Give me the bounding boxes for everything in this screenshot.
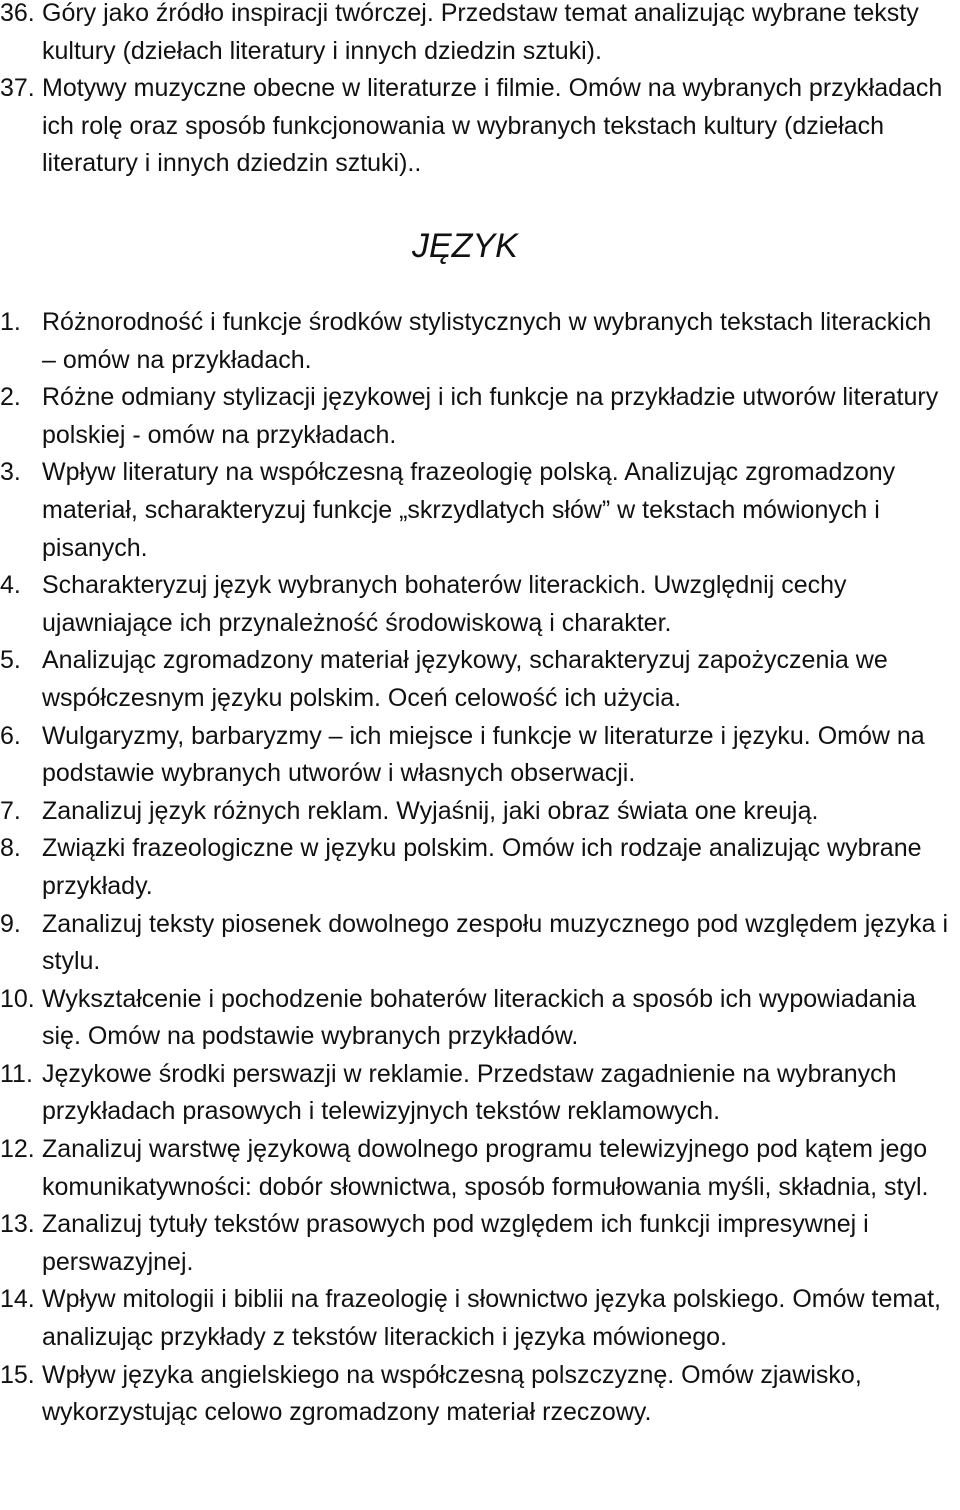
section-heading: JĘZYK [412, 227, 518, 265]
item-text: Wykształcenie i pochodzenie bohaterów literackich a sposób ich wypowiadania się. Omów na podstawie wybranych przykładów. [42, 984, 916, 1051]
list-item [0, 1357, 960, 1432]
item-number: 13. [0, 1210, 35, 1239]
item-text: Wulgaryzmy, barbaryzmy – ich miejsce i funkcje w literaturze i języku. Omów na podstawie wybranych utworów i własnych obserwacji. [42, 721, 925, 788]
list-item [0, 1206, 960, 1281]
item-number: 11. [0, 1059, 33, 1088]
item-text: Analizując zgromadzony materiał językowy, scharakteryzuj zapożyczenia we współczesnym języku polskim. Oceń celowość ich użycia. [42, 646, 888, 712]
item-number: 12. [0, 1135, 35, 1164]
list-item [0, 1281, 960, 1356]
item-text: Góry jako źródło inspiracji twórczej. Przedstaw temat analizując wybrane teksty kultury (dziełach literatury i innych dziedzin sztuki). [42, 0, 919, 65]
list-item [0, 793, 960, 831]
list-item [0, 379, 960, 454]
item-number: 37. [0, 74, 35, 103]
item-text: Różnorodność i funkcje środków stylistycznych w wybranych tekstach literackich – omów na przykładach. [42, 308, 932, 374]
item-text: Wpływ mitologii i biblii na frazeologię i słownictwo języka polskiego. Omów temat, analizując przykłady z tekstów literackich i języka mówionego. [42, 1285, 941, 1352]
item-text: Językowe środki perswazji w reklamie. Przedstaw zagadnienie na wybranych przykładach prasowych i telewizyjnych tekstów reklamowych. [42, 1059, 897, 1126]
item-number: 9. [0, 909, 21, 938]
item-text: Zanalizuj teksty piosenek dowolnego zespołu muzycznego pod względem języka i stylu. [42, 909, 949, 976]
item-text: Związki frazeologiczne w języku polskim. Omów ich rodzaje analizując wybrane przykłady. [42, 834, 922, 900]
item-number: 15. [0, 1360, 35, 1389]
item-number: 3. [0, 458, 21, 487]
item-number: 4. [0, 571, 21, 600]
item-text: Zanalizuj tytuły tekstów prasowych pod względem ich funkcji impresywnej i perswazyjnej. [42, 1210, 869, 1276]
list-item [0, 304, 960, 379]
language-topic-list [0, 304, 960, 1432]
item-text: Wpływ języka angielskiego na współczesną polszczyznę. Omów zjawisko, wykorzystując celowo zgromadzony materiał rzeczowy. [42, 1360, 862, 1427]
item-text: Wpływ literatury na współczesną frazeologię polską. Analizując zgromadzony materiał, scharakteryzuj funkcje „skrzydlatych słów” w tekstach mówionych i pisanych. [42, 458, 896, 562]
item-number: 36. [0, 0, 35, 27]
list-item [0, 1056, 960, 1131]
list-item [0, 454, 960, 567]
continued-topic-list [0, 0, 960, 183]
item-number: 10. [0, 984, 35, 1013]
list-item [0, 718, 960, 793]
item-number: 2. [0, 383, 21, 412]
item-text: Motywy muzyczne obecne w literaturze i filmie. Omów na wybranych przykładach ich rolę oraz sposób funkcjonowania w wybranych tekstach kultury (dziełach literatury i innych dziedzin sztuki).. [42, 74, 943, 178]
list-item [0, 567, 960, 642]
list-item [0, 0, 960, 70]
item-text: Scharakteryzuj język wybranych bohaterów literackich. Uwzględnij cechy ujawniające ich przynależność środowiskową i charakter. [42, 571, 847, 637]
item-text: Różne odmiany stylizacji językowej i ich funkcje na przykładzie utworów literatury polskiej - omów na przykładach. [42, 383, 939, 449]
item-number: 5. [0, 646, 21, 675]
item-number: 6. [0, 721, 21, 750]
item-number: 7. [0, 796, 21, 825]
item-text: Zanalizuj warstwę językową dowolnego programu telewizyjnego pod kątem jego komunikatywności: dobór słownictwa, sposób formułowania myśli, składnia, styl. [42, 1135, 929, 1201]
item-number: 8. [0, 834, 21, 863]
list-item [0, 981, 960, 1056]
list-item [0, 642, 960, 717]
list-item [0, 70, 960, 183]
list-item [0, 830, 960, 905]
item-number: 1. [0, 308, 21, 336]
list-item [0, 906, 960, 981]
item-text: Zanalizuj język różnych reklam. Wyjaśnij, jaki obraz świata one kreują. [42, 796, 819, 825]
item-number: 14. [0, 1285, 35, 1314]
list-item [0, 1131, 960, 1206]
